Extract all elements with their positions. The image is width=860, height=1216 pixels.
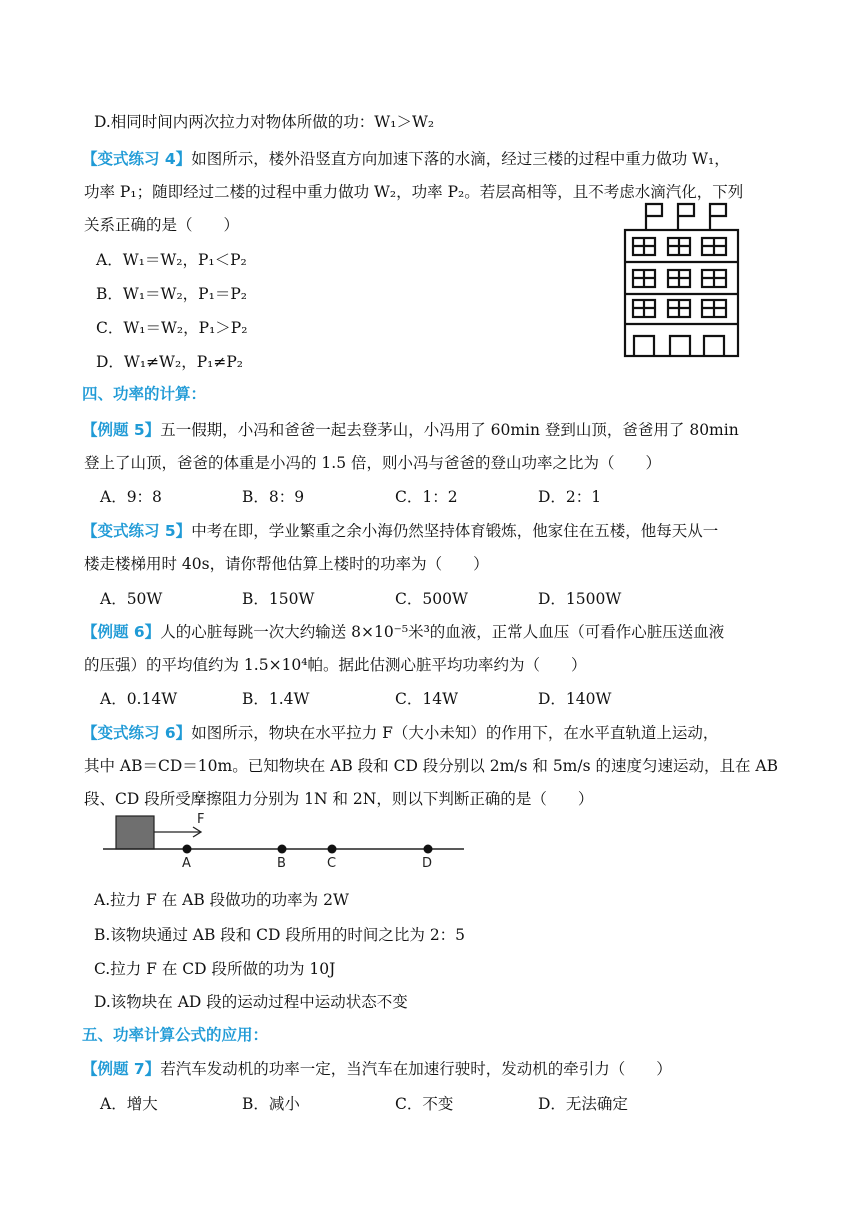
eg6-option-c: C．14W [395, 690, 459, 708]
ex4-line2: 功率 P₁；随即经过二楼的过程中重力做功 W₂，功率 P₂。若层高相等，且不考虑水滴汽化，下列 [84, 183, 744, 201]
eg7-option-b: B．减小 [242, 1095, 300, 1113]
point-d [424, 845, 433, 854]
ex5-option-c: C．500W [395, 590, 468, 608]
eg6-option-b: B．1.4W [242, 690, 310, 708]
eg5-tag: 【例题 5】 [82, 421, 161, 439]
track-figure [100, 810, 470, 874]
block [116, 816, 154, 849]
eg5-text1: 五一假期，小冯和爸爸一起去登茅山，小冯用了 60min 登到山顶，爸爸用了 80min [160, 421, 739, 439]
ex4-option-a: A．W₁＝W₂，P₁＜P₂ [96, 251, 247, 269]
ex6-option-a: A.拉力 F 在 AB 段做功的功率为 2W [94, 891, 349, 909]
eg5-option-b: B．8：9 [242, 488, 305, 506]
ex5-option-d: D．1500W [538, 590, 622, 608]
ex4-line1 [82, 147, 730, 169]
section-5-heading: 五、功率计算公式的应用： [82, 1026, 269, 1044]
ex4-option-d: D．W₁≠W₂，P₁≠P₂ [96, 353, 243, 371]
ex5-tag: 【变式练习 5】 [82, 522, 192, 540]
eg7-line1 [82, 1057, 672, 1079]
eg6-text1: 人的心脏每跳一次大约输送 8×10⁻⁵米³的血液，正常人血压（可看作心脏压送血液 [160, 623, 725, 641]
eg7-option-c: C．不变 [395, 1095, 454, 1113]
ex6-option-d: D.该物块在 AD 段的运动过程中运动状态不变 [94, 993, 408, 1011]
prev-option-d: D.相同时间内两次拉力对物体所做的功：W₁＞W₂ [94, 113, 435, 131]
ex5-option-b: B．150W [242, 590, 315, 608]
point-c [328, 845, 337, 854]
eg6-option-a: A．0.14W [100, 690, 178, 708]
ex4-text1: 如图所示，楼外沿竖直方向加速下落的水滴，经过三楼的过程中重力做功 W₁， [191, 150, 730, 168]
ex6-line2: 其中 AB＝CD＝10m。已知物块在 AB 段和 CD 段分别以 2m/s 和 5m/s 的速度匀速运动，且在 AB [84, 757, 778, 775]
label-a: A [182, 856, 191, 871]
eg5-line1 [82, 418, 739, 440]
eg7-text1: 若汽车发动机的功率一定，当汽车在加速行驶时，发动机的牵引力（ ） [160, 1060, 672, 1078]
eg7-option-d: D．无法确定 [538, 1095, 628, 1113]
ex4-option-b: B．W₁＝W₂，P₁＝P₂ [96, 285, 247, 303]
ex4-tag: 【变式练习 4】 [82, 150, 192, 168]
eg5-line2: 登上了山顶，爸爸的体重是小冯的 1.5 倍，则小冯与爸爸的登山功率之比为（ ） [84, 454, 662, 472]
ex6-text1: 如图所示，物块在水平拉力 F（大小未知）的作用下，在水平直轨道上运动， [191, 724, 719, 742]
label-b: B [277, 856, 286, 871]
eg6-tag: 【例题 6】 [82, 623, 161, 641]
eg5-option-a: A．9：8 [100, 488, 162, 506]
ex6-line1 [82, 721, 718, 743]
label-c: C [327, 856, 337, 871]
ex6-option-b: B.该物块通过 AB 段和 CD 段所用的时间之比为 2：5 [94, 926, 466, 944]
label-d: D [422, 856, 433, 871]
ex4-line3: 关系正确的是（ ） [84, 216, 240, 234]
label-f: F [197, 812, 205, 827]
eg6-line1 [82, 620, 724, 642]
point-a [183, 845, 192, 854]
ex5-line2: 楼走楼梯用时 40s，请你帮他估算上楼时的功率为（ ） [84, 555, 489, 573]
eg6-line2: 的压强）的平均值约为 1.5×10⁴帕。据此估测心脏平均功率约为（ ） [84, 656, 587, 674]
eg7-option-a: A．增大 [100, 1095, 158, 1113]
ex6-line3: 段、CD 段所受摩擦阻力分别为 1N 和 2N，则以下判断正确的是（ ） [84, 790, 594, 808]
eg7-tag: 【例题 7】 [82, 1060, 161, 1078]
building-figure [620, 196, 740, 360]
eg6-option-d: D．140W [538, 690, 612, 708]
ex5-option-a: A．50W [100, 590, 163, 608]
point-b [278, 845, 287, 854]
eg5-option-d: D．2：1 [538, 488, 602, 506]
ex6-option-c: C.拉力 F 在 CD 段所做的功为 10J [94, 960, 336, 978]
ex6-tag: 【变式练习 6】 [82, 724, 192, 742]
section-4-heading: 四、功率的计算： [82, 385, 207, 403]
ex4-option-c: C．W₁＝W₂，P₁＞P₂ [96, 319, 248, 337]
eg5-option-c: C．1：2 [395, 488, 458, 506]
ex5-line1 [82, 519, 718, 541]
ex5-text1: 中考在即，学业繁重之余小海仍然坚持体育锻炼，他家住在五楼，他每天从一 [191, 522, 719, 540]
